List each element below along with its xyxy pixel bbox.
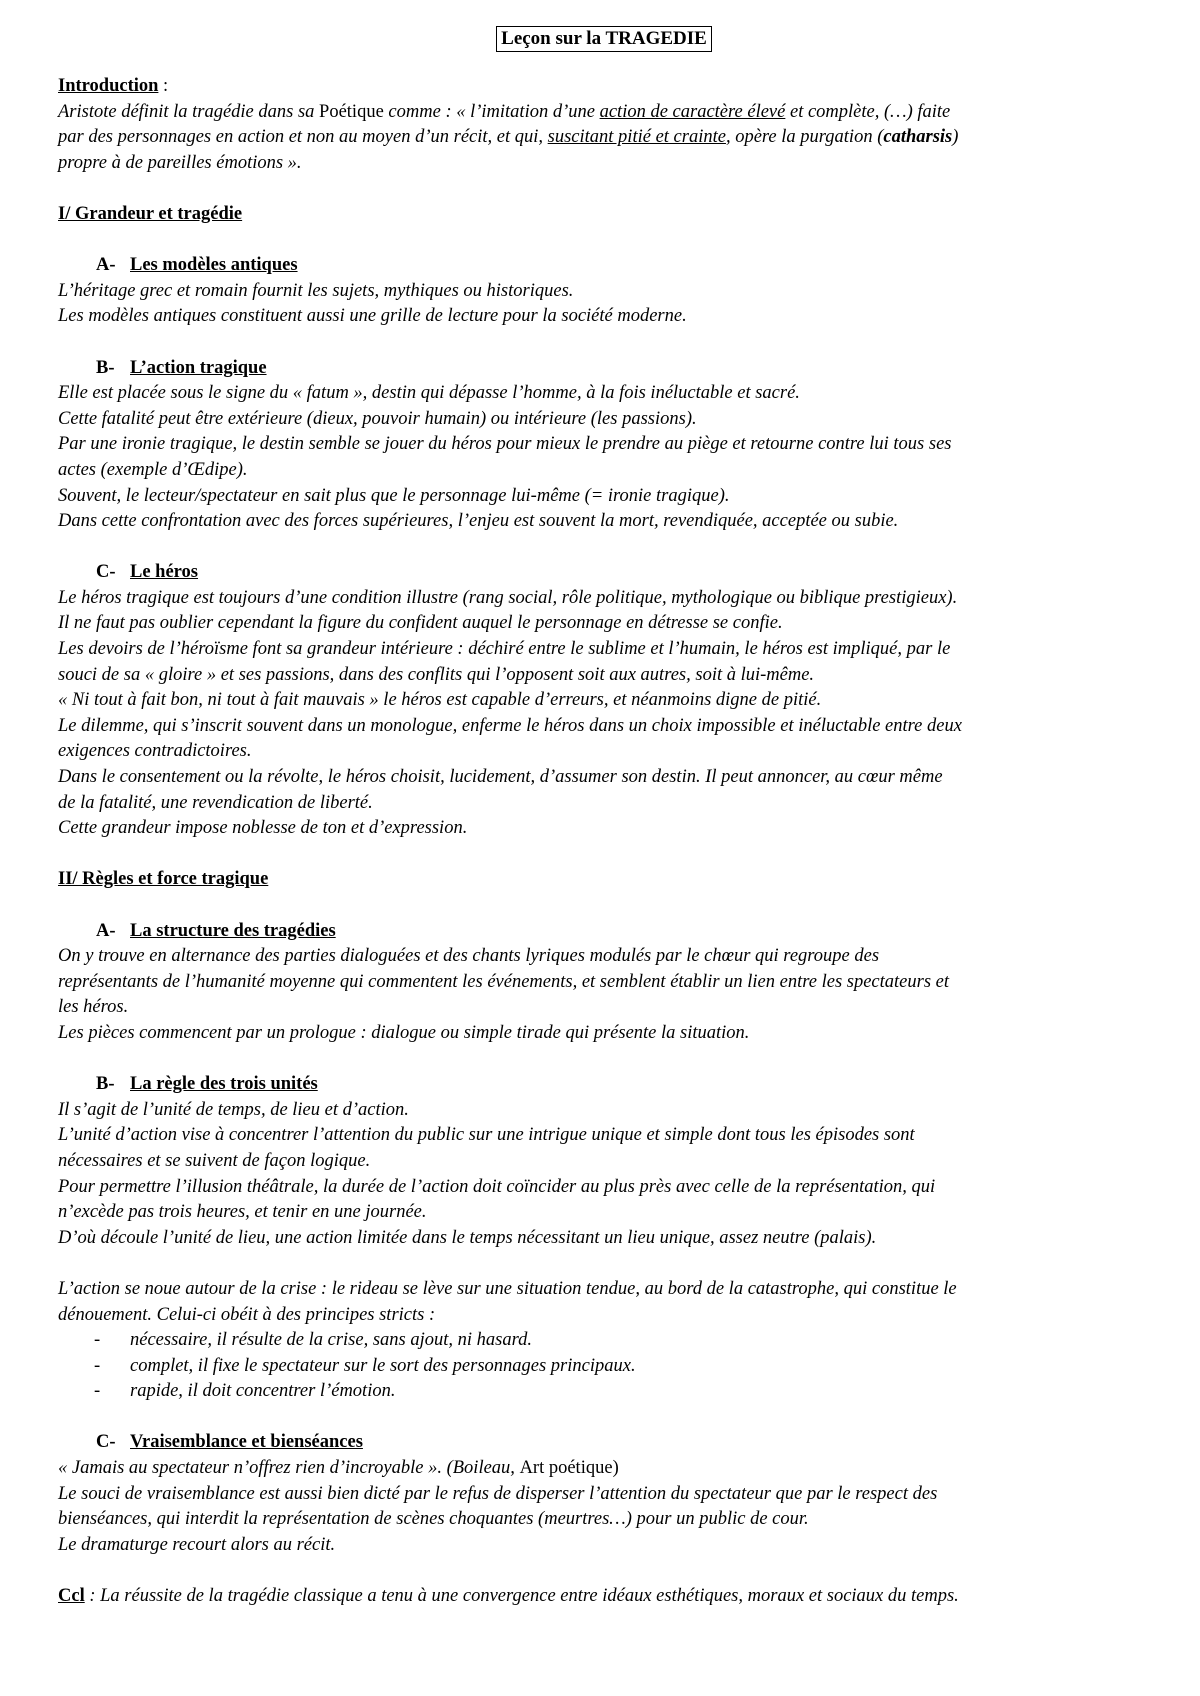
text-line: nécessaires et se suivent de façon logique. bbox=[58, 1150, 371, 1171]
section-label: A- bbox=[96, 920, 116, 941]
intro-line bbox=[58, 125, 1150, 151]
intro-catharsis: catharsis bbox=[883, 127, 953, 148]
section-title: Le héros bbox=[130, 562, 199, 583]
text-line: n’excède pas trois heures, et tenir en une journée. bbox=[58, 1202, 427, 1223]
text-line: Les devoirs de l’héroïsme font sa grandeur intérieure : déchiré entre le sublime et l’humain, le héros est impliqué, par le bbox=[58, 639, 951, 660]
part1-heading: I/ Grandeur et tragédie bbox=[58, 203, 243, 224]
text-line: Par une ironie tragique, le destin semble se jouer du héros pour mieux le prendre au piège et retourne contre lui tous ses bbox=[58, 434, 952, 455]
text-line: Pour permettre l’illusion théâtrale, la durée de l’action doit coïncider au plus près avec celle de la représentation, qui bbox=[58, 1176, 936, 1197]
intro-underlined: suscitant pitié et crainte bbox=[547, 127, 726, 148]
text-line: L’action se noue autour de la crise : le rideau se lève sur une situation tendue, au bord de la catastrophe, qui constitue le bbox=[58, 1278, 957, 1299]
text-line: Le dramaturge recourt alors au récit. bbox=[58, 1534, 336, 1555]
section-heading bbox=[58, 1072, 1150, 1098]
section-label: B- bbox=[96, 357, 115, 378]
part2-heading: II/ Règles et force tragique bbox=[58, 869, 269, 890]
bullet-dash: - bbox=[94, 1330, 101, 1351]
text-line: Les pièces commencent par un prologue : dialogue ou simple tirade qui présente la situation. bbox=[58, 1022, 750, 1043]
section-label: B- bbox=[96, 1074, 115, 1095]
intro-line: propre à de pareilles émotions ». bbox=[58, 152, 302, 173]
section-label: C- bbox=[96, 1432, 116, 1453]
section-title: Vraisemblance et bienséances bbox=[130, 1432, 363, 1453]
intro-colon: : bbox=[158, 76, 169, 96]
intro-text: Aristote définit la tragédie dans sa bbox=[58, 101, 320, 122]
text-line: Le dilemme, qui s’inscrit souvent dans un monologue, enferme le héros dans un choix impossible et inéluctable entre deux bbox=[58, 715, 962, 736]
text-line: Il s’agit de l’unité de temps, de lieu et d’action. bbox=[58, 1099, 409, 1120]
page-title: Leçon sur la TRAGEDIE bbox=[496, 26, 712, 52]
text-line: Les modèles antiques constituent aussi une grille de lecture pour la société moderne. bbox=[58, 306, 687, 327]
text-line: actes (exemple d’Œdipe). bbox=[58, 459, 248, 480]
text-line: D’où découle l’unité de lieu, une action limitée dans le temps nécessitant un lieu unique, assez neutre (palais). bbox=[58, 1227, 877, 1248]
quote-text: ) bbox=[612, 1458, 619, 1479]
bullet-item bbox=[58, 1354, 1150, 1380]
conclusion-label: Ccl bbox=[58, 1586, 85, 1607]
bullet-text: complet, il fixe le spectateur sur le sort des personnages principaux. bbox=[130, 1355, 636, 1376]
bullet-dash: - bbox=[94, 1355, 101, 1376]
document-page bbox=[58, 26, 1150, 1610]
intro-book-title: Poétique bbox=[319, 101, 384, 122]
text-line: L’unité d’action vise à concentrer l’attention du public sur une intrigue unique et simple dont tous les épisodes sont bbox=[58, 1125, 915, 1146]
bullet-item bbox=[58, 1328, 1150, 1354]
intro-text: et complète, (…) faite bbox=[785, 101, 951, 122]
section-label: C- bbox=[96, 562, 116, 583]
bullet-text: nécessaire, il résulte de la crise, sans ajout, ni hasard. bbox=[130, 1330, 532, 1351]
text-line: Le souci de vraisemblance est aussi bien dicté par le refus de disperser l’attention du spectateur que par le respect des bbox=[58, 1483, 938, 1504]
section-title: Les modèles antiques bbox=[130, 255, 298, 276]
section-title: La règle des trois unités bbox=[130, 1074, 318, 1095]
text-line: Cette fatalité peut être extérieure (dieux, pouvoir humain) ou intérieure (les passions). bbox=[58, 408, 697, 429]
text-line: représentants de l’humanité moyenne qui commentent les événements, et semblent établir un lien entre les spectateurs et bbox=[58, 971, 950, 992]
text-line: Souvent, le lecteur/spectateur en sait plus que le personnage lui-même (= ironie tragique). bbox=[58, 485, 730, 506]
quote-line bbox=[58, 1456, 1150, 1482]
text-line: On y trouve en alternance des parties dialoguées et des chants lyriques modulés par le chœur qui regroupe des bbox=[58, 946, 880, 967]
text-line: Dans cette confrontation avec des forces supérieures, l’enjeu est souvent la mort, revendiquée, acceptée ou subie. bbox=[58, 511, 899, 532]
section-heading bbox=[58, 560, 1150, 586]
text-line: de la fatalité, une revendication de liberté. bbox=[58, 792, 373, 813]
conclusion-text: : La réussite de la tragédie classique a tenu à une convergence entre idéaux esthétiques, moraux et sociaux du temps. bbox=[84, 1586, 959, 1607]
section-label: A- bbox=[96, 255, 116, 276]
bullet-item bbox=[58, 1379, 1150, 1405]
text-line: « Ni tout à fait bon, ni tout à fait mauvais » le héros est capable d’erreurs, et néanmoins digne de pitié. bbox=[58, 690, 822, 711]
text-line: dénouement. Celui-ci obéit à des principes stricts : bbox=[58, 1304, 436, 1325]
intro-text: ) bbox=[952, 127, 959, 148]
section-heading bbox=[58, 253, 1150, 279]
section-heading bbox=[58, 1430, 1150, 1456]
intro-text: comme : « l’imitation d’une bbox=[383, 101, 600, 122]
intro-line bbox=[58, 100, 1150, 126]
text-line: Le héros tragique est toujours d’une condition illustre (rang social, rôle politique, mythologique ou biblique prestigieux). bbox=[58, 587, 958, 608]
text-line: bienséances, qui interdit la représentation de scènes choquantes (meurtres…) pour un public de cour. bbox=[58, 1509, 809, 1530]
section-title: L’action tragique bbox=[130, 357, 267, 378]
intro-text: par des personnages en action et non au moyen d’un récit, et qui, bbox=[58, 127, 548, 148]
text-line: souci de sa « gloire » et ses passions, dans des conflits qui l’opposent soit aux autres, soit à lui-même. bbox=[58, 664, 815, 685]
text-line: L’héritage grec et romain fournit les sujets, mythiques ou historiques. bbox=[58, 280, 574, 301]
section-title: La structure des tragédies bbox=[130, 920, 336, 941]
text-line: exigences contradictoires. bbox=[58, 741, 252, 762]
text-line: Il ne faut pas oublier cependant la figure du confident auquel le personnage en détresse se confie. bbox=[58, 613, 783, 634]
section-heading bbox=[58, 919, 1150, 945]
text-line: Elle est placée sous le signe du « fatum », destin qui dépasse l’homme, à la fois inéluctable et sacré. bbox=[58, 383, 800, 404]
intro-heading: Introduction bbox=[58, 76, 159, 96]
bullet-text: rapide, il doit concentrer l’émotion. bbox=[130, 1381, 396, 1402]
intro-text: , opère la purgation ( bbox=[725, 127, 884, 148]
intro-heading-line bbox=[58, 74, 1150, 100]
quote-text: « Jamais au spectateur n’offrez rien d’incroyable ». (Boileau, bbox=[58, 1458, 520, 1479]
bullet-dash: - bbox=[94, 1381, 101, 1402]
text-line: les héros. bbox=[58, 997, 129, 1018]
conclusion-line bbox=[58, 1584, 1150, 1610]
text-line: Dans le consentement ou la révolte, le héros choisit, lucidement, d’assumer son destin. Il peut annoncer, au cœur même bbox=[58, 767, 943, 788]
text-line: Cette grandeur impose noblesse de ton et d’expression. bbox=[58, 818, 468, 839]
book-title: Art poétique bbox=[519, 1458, 613, 1479]
section-heading bbox=[58, 356, 1150, 382]
intro-underlined: action de caractère élevé bbox=[599, 101, 786, 122]
